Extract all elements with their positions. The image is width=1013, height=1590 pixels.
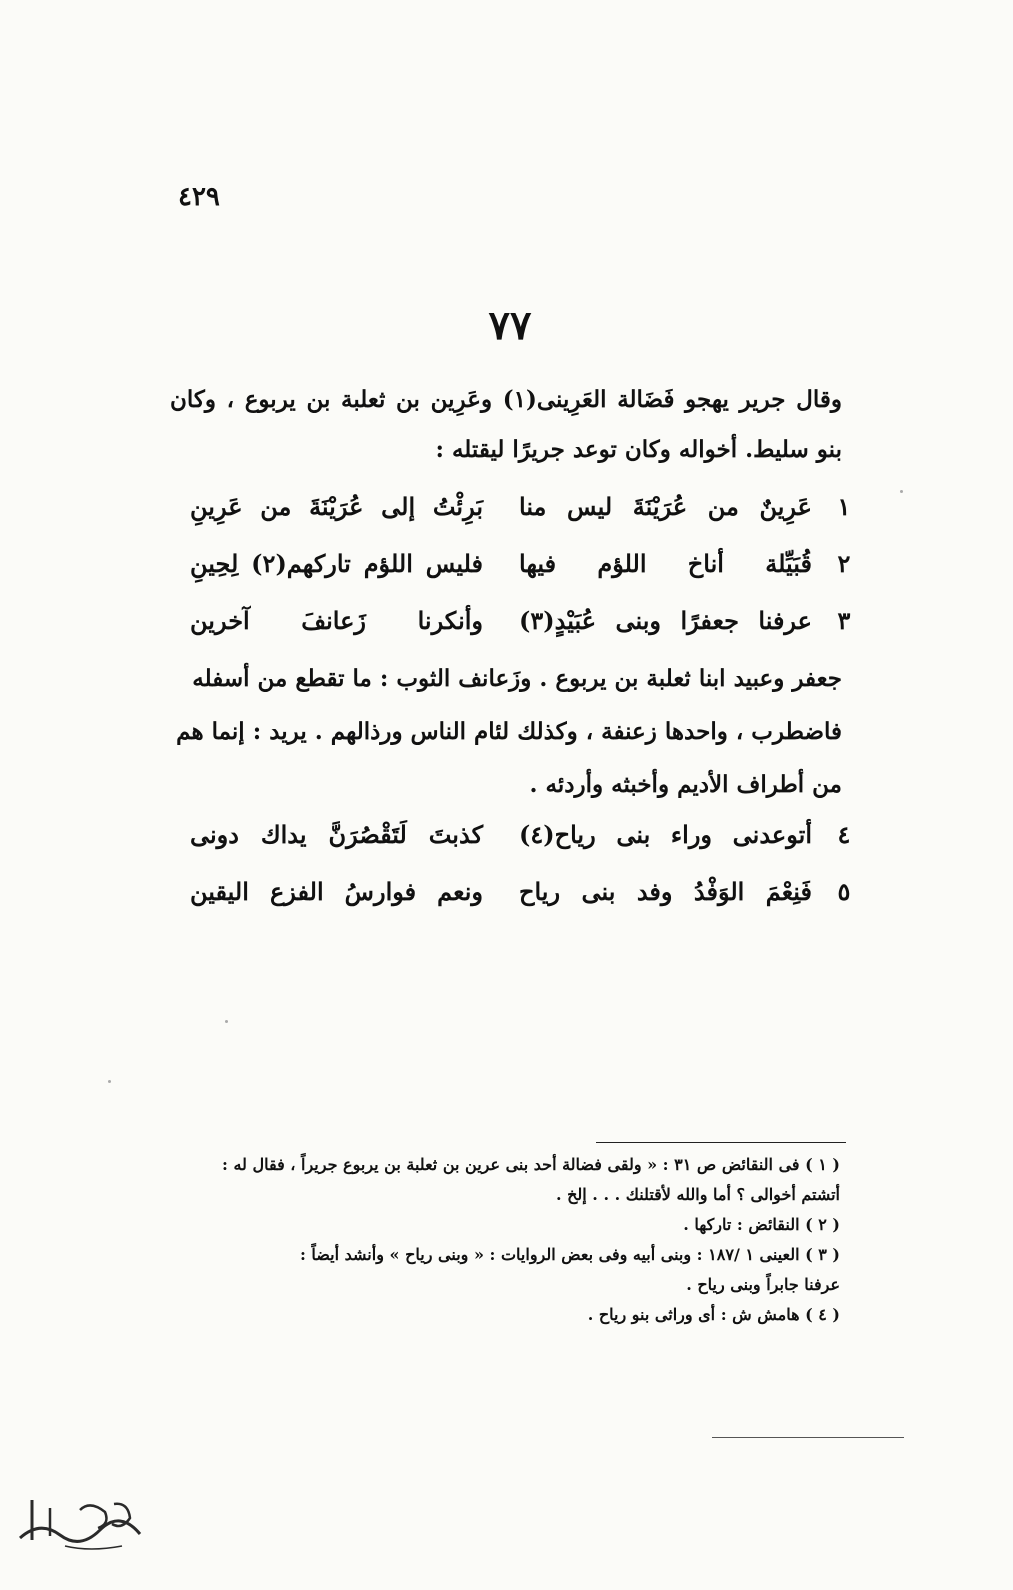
page-number: ٤٢٩ <box>178 182 220 212</box>
footnote: ( ٢ ) النقائض : تاركها . <box>683 1215 840 1234</box>
verse-first-hemistich: عرفنا جعفرًا وبنى عُبَيْدٍ(٣) <box>519 606 812 635</box>
bottom-rule <box>712 1437 904 1438</box>
verse-second-hemistich: وأنكرنا زَعانفَ آخرين <box>190 606 483 635</box>
commentary-line: جعفر وعبيد ابنا ثعلبة بن يربوع . وزَعانف الثوب : ما تقطع من أسفله <box>192 665 842 692</box>
intro-paragraph: وقال جرير يهجو فَضَالة العَرِينى(١) وعَرِين بن ثعلبة بن يربوع ، وكان بنو سليط. أخواله وكان توعد جريرًا ليقتله : <box>170 386 842 463</box>
verse-first-hemistich: أتوعدنى وراء بنى رياح(٤) <box>519 820 812 849</box>
verse <box>190 535 858 592</box>
verse <box>190 806 858 863</box>
footnote: ( ٣ ) العينى ١ /١٨٧ : وبنى أبيه وفى بعض الروايات : « وبنى رياح » وأنشد أيضاً : <box>299 1245 840 1264</box>
footnote: ( ١ ) فى النقائض ص ٣١ : « ولقى فضالة أحد بنى عرين بن ثعلبة بن يربوع جريراً ، فقال له : <box>221 1155 840 1174</box>
poem-number: ٧٧ <box>488 302 532 349</box>
footnote-separator <box>596 1142 846 1143</box>
commentary-line: من أطراف الأديم وأخبثه وأردئه . <box>529 771 842 798</box>
footnote-continuation: عرفنا جابراً وبنى رياح . <box>686 1275 840 1294</box>
verse-first-hemistich: عَرِينٌ من عُرَيْنَةَ ليس منا <box>519 492 812 521</box>
verse-first-hemistich: فَنِعْمَ الوَفْدُ وفد بنى رياح <box>519 877 812 906</box>
verse-second-hemistich: بَرِئْتُ إلى عُرَيْنَةَ من عَرِينِ <box>190 492 483 521</box>
verse-second-hemistich: فليس اللؤم تاركهم(٢) لِحِينِ <box>190 549 483 578</box>
verses-block-1 <box>190 478 858 649</box>
verse-number: ١ <box>837 492 851 521</box>
verses-block-2 <box>190 806 858 920</box>
verse-number: ٣ <box>837 606 851 635</box>
verse-second-hemistich: ونعم فوارسُ الفزع اليقين <box>190 877 483 906</box>
verse <box>190 478 858 535</box>
verse-number: ٤ <box>837 820 851 849</box>
verse-number: ٢ <box>837 549 851 578</box>
commentary-paragraph <box>170 652 842 811</box>
verse <box>190 592 858 649</box>
footnotes <box>160 1150 840 1330</box>
verse-second-hemistich: كذبتَ لَتَقْصُرَنَّ يداك دونى <box>190 820 483 849</box>
verse-first-hemistich: قُبَيِّلة أناخ اللؤم فيها <box>519 549 812 578</box>
footnote-continuation: أتشتم أخوالى ؟ أما والله لأقتلنك . . . إلخ . <box>555 1185 840 1204</box>
calligraphy-stamp-logo <box>10 1480 150 1560</box>
verse <box>190 863 858 920</box>
print-speck <box>900 490 903 493</box>
commentary-line: فاضطرب ، واحدها زعنفة ، وكذلك لئام الناس ورذالهم . يريد : إنما هم <box>176 718 842 745</box>
print-speck <box>108 1080 111 1083</box>
verse-number: ٥ <box>837 877 851 906</box>
print-speck <box>225 1020 228 1023</box>
footnote: ( ٤ ) هامش ش : أى وراثى بنو رياح . <box>587 1305 840 1324</box>
